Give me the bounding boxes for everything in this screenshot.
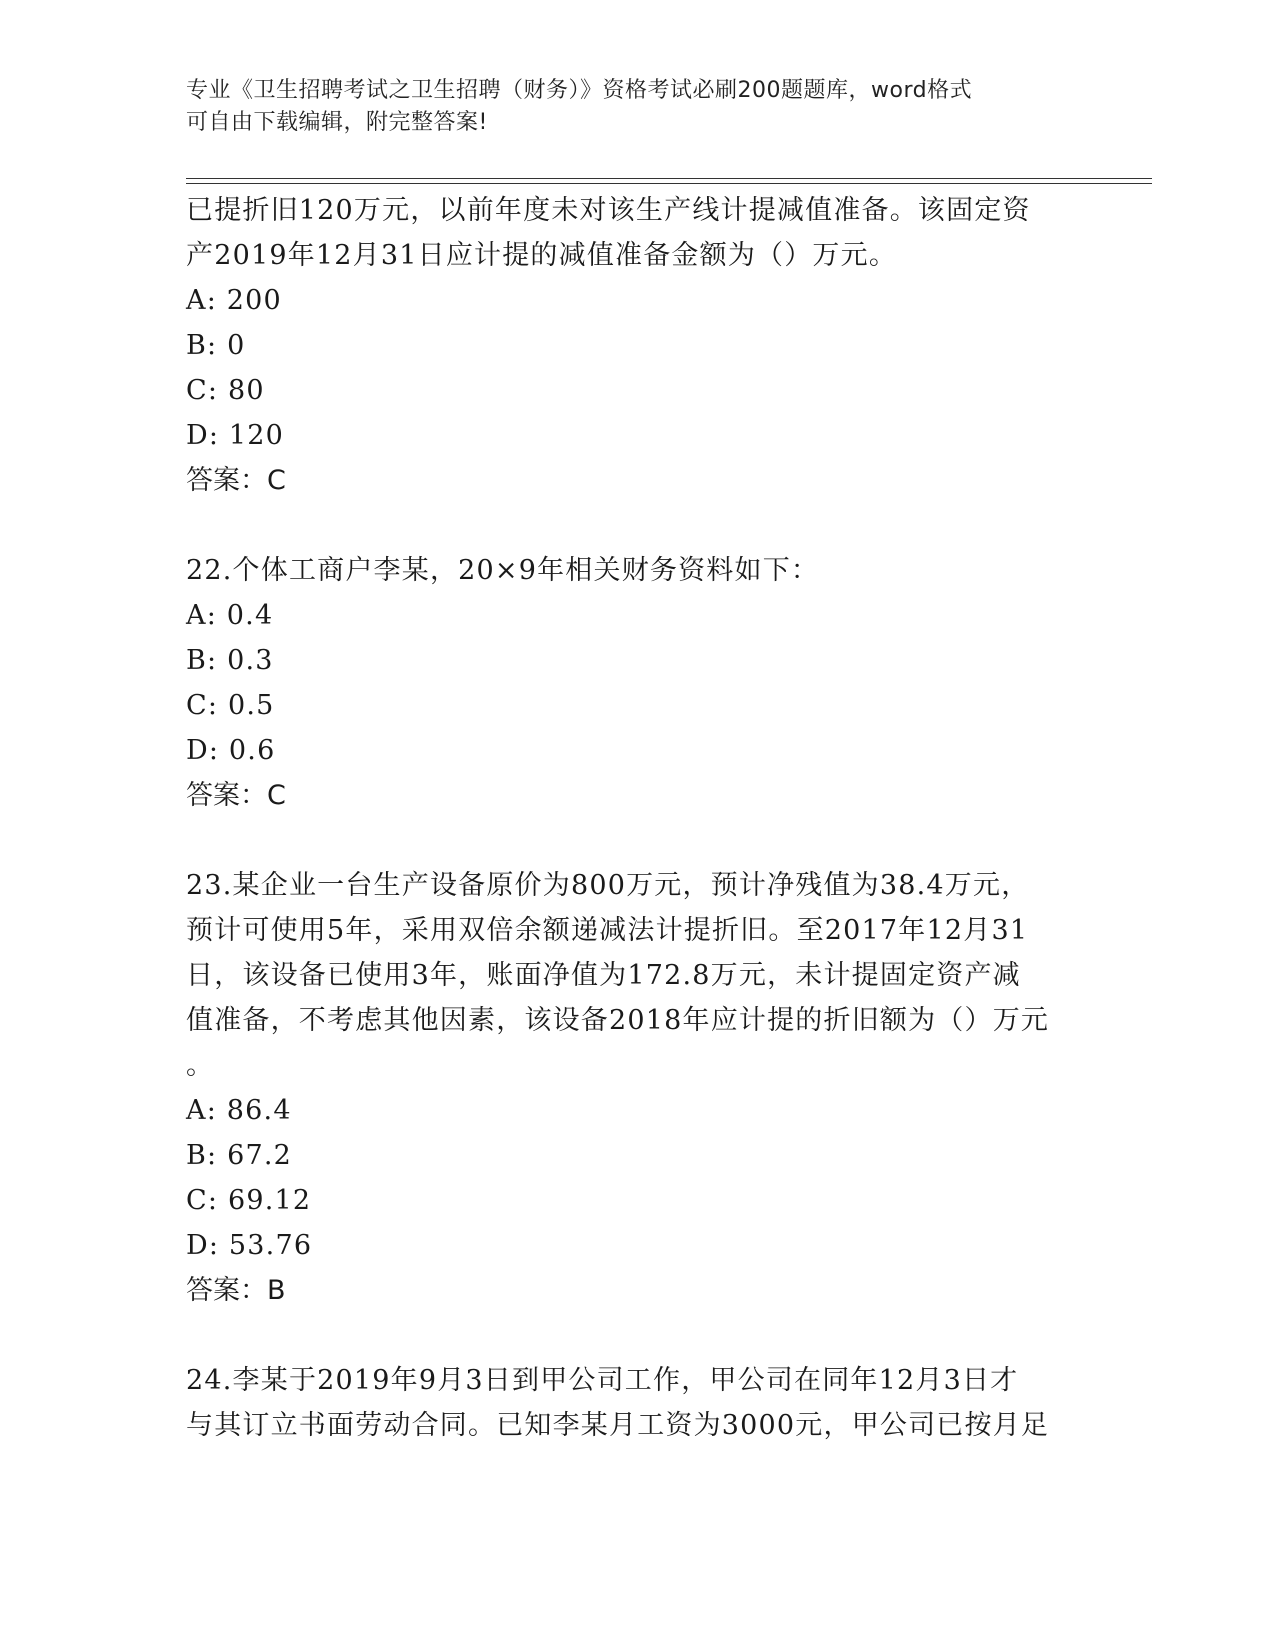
option-a: A: 200: [186, 285, 282, 316]
answer: 答案：B: [186, 1275, 286, 1306]
option-d: D: 0.6: [186, 735, 276, 766]
option-b: B: 67.2: [186, 1140, 293, 1171]
answer: 答案：C: [186, 465, 286, 496]
question-21: [186, 188, 1086, 503]
question-text-line: 23.某企业一台生产设备原价为800万元，预计净残值为38.4万元，: [186, 870, 1030, 901]
question-text-line: 与其订立书面劳动合同。已知李某月工资为3000元，甲公司已按月足: [186, 1410, 1050, 1441]
question-text-line: 22.个体工商户李某，20×9年相关财务资料如下：: [186, 555, 820, 586]
option-d: D: 120: [186, 420, 285, 451]
question-text-line: 日，该设备已使用3年，账面净值为172.8万元，未计提固定资产减: [186, 960, 1021, 991]
question-text-line: 已提折旧120万元，以前年度未对该生产线计提减值准备。该固定资: [186, 195, 1031, 226]
question-text-line: 预计可使用5年，采用双倍余额递减法计提折旧。至2017年12月31: [186, 915, 1029, 946]
question-text-line: 。: [186, 1050, 215, 1081]
option-c: C: 0.5: [186, 690, 275, 721]
option-a: A: 0.4: [186, 600, 274, 631]
option-a: A: 86.4: [186, 1095, 292, 1126]
option-c: C: 80: [186, 375, 265, 406]
header-divider-top: [186, 178, 1152, 179]
question-23: [186, 863, 1086, 1313]
option-c: C: 69.12: [186, 1185, 312, 1216]
question-24: [186, 1358, 1086, 1448]
document-header: [186, 75, 1066, 139]
option-d: D: 53.76: [186, 1230, 313, 1261]
question-text-line: 值准备，不考虑其他因素，该设备2018年应计提的折旧额为（）万元: [186, 1005, 1050, 1036]
spacer: [186, 1313, 1086, 1358]
header-title-line-1: 专业《卫生招聘考试之卫生招聘（财务）》资格考试必刷200题题库，word格式: [186, 78, 973, 103]
answer: 答案：C: [186, 780, 286, 811]
document-body: [186, 188, 1086, 1448]
question-text-line: 24.李某于2019年9月3日到甲公司工作，甲公司在同年12月3日才: [186, 1365, 1019, 1396]
header-title-line-2: 可自由下载编辑，附完整答案!: [186, 110, 488, 135]
question-22: [186, 548, 1086, 818]
header-divider-bottom: [186, 183, 1152, 184]
option-b: B: 0: [186, 330, 246, 361]
option-b: B: 0.3: [186, 645, 274, 676]
spacer: [186, 503, 1086, 548]
question-text-line: 产2019年12月31日应计提的减值准备金额为（）万元。: [186, 240, 898, 271]
spacer: [186, 818, 1086, 863]
